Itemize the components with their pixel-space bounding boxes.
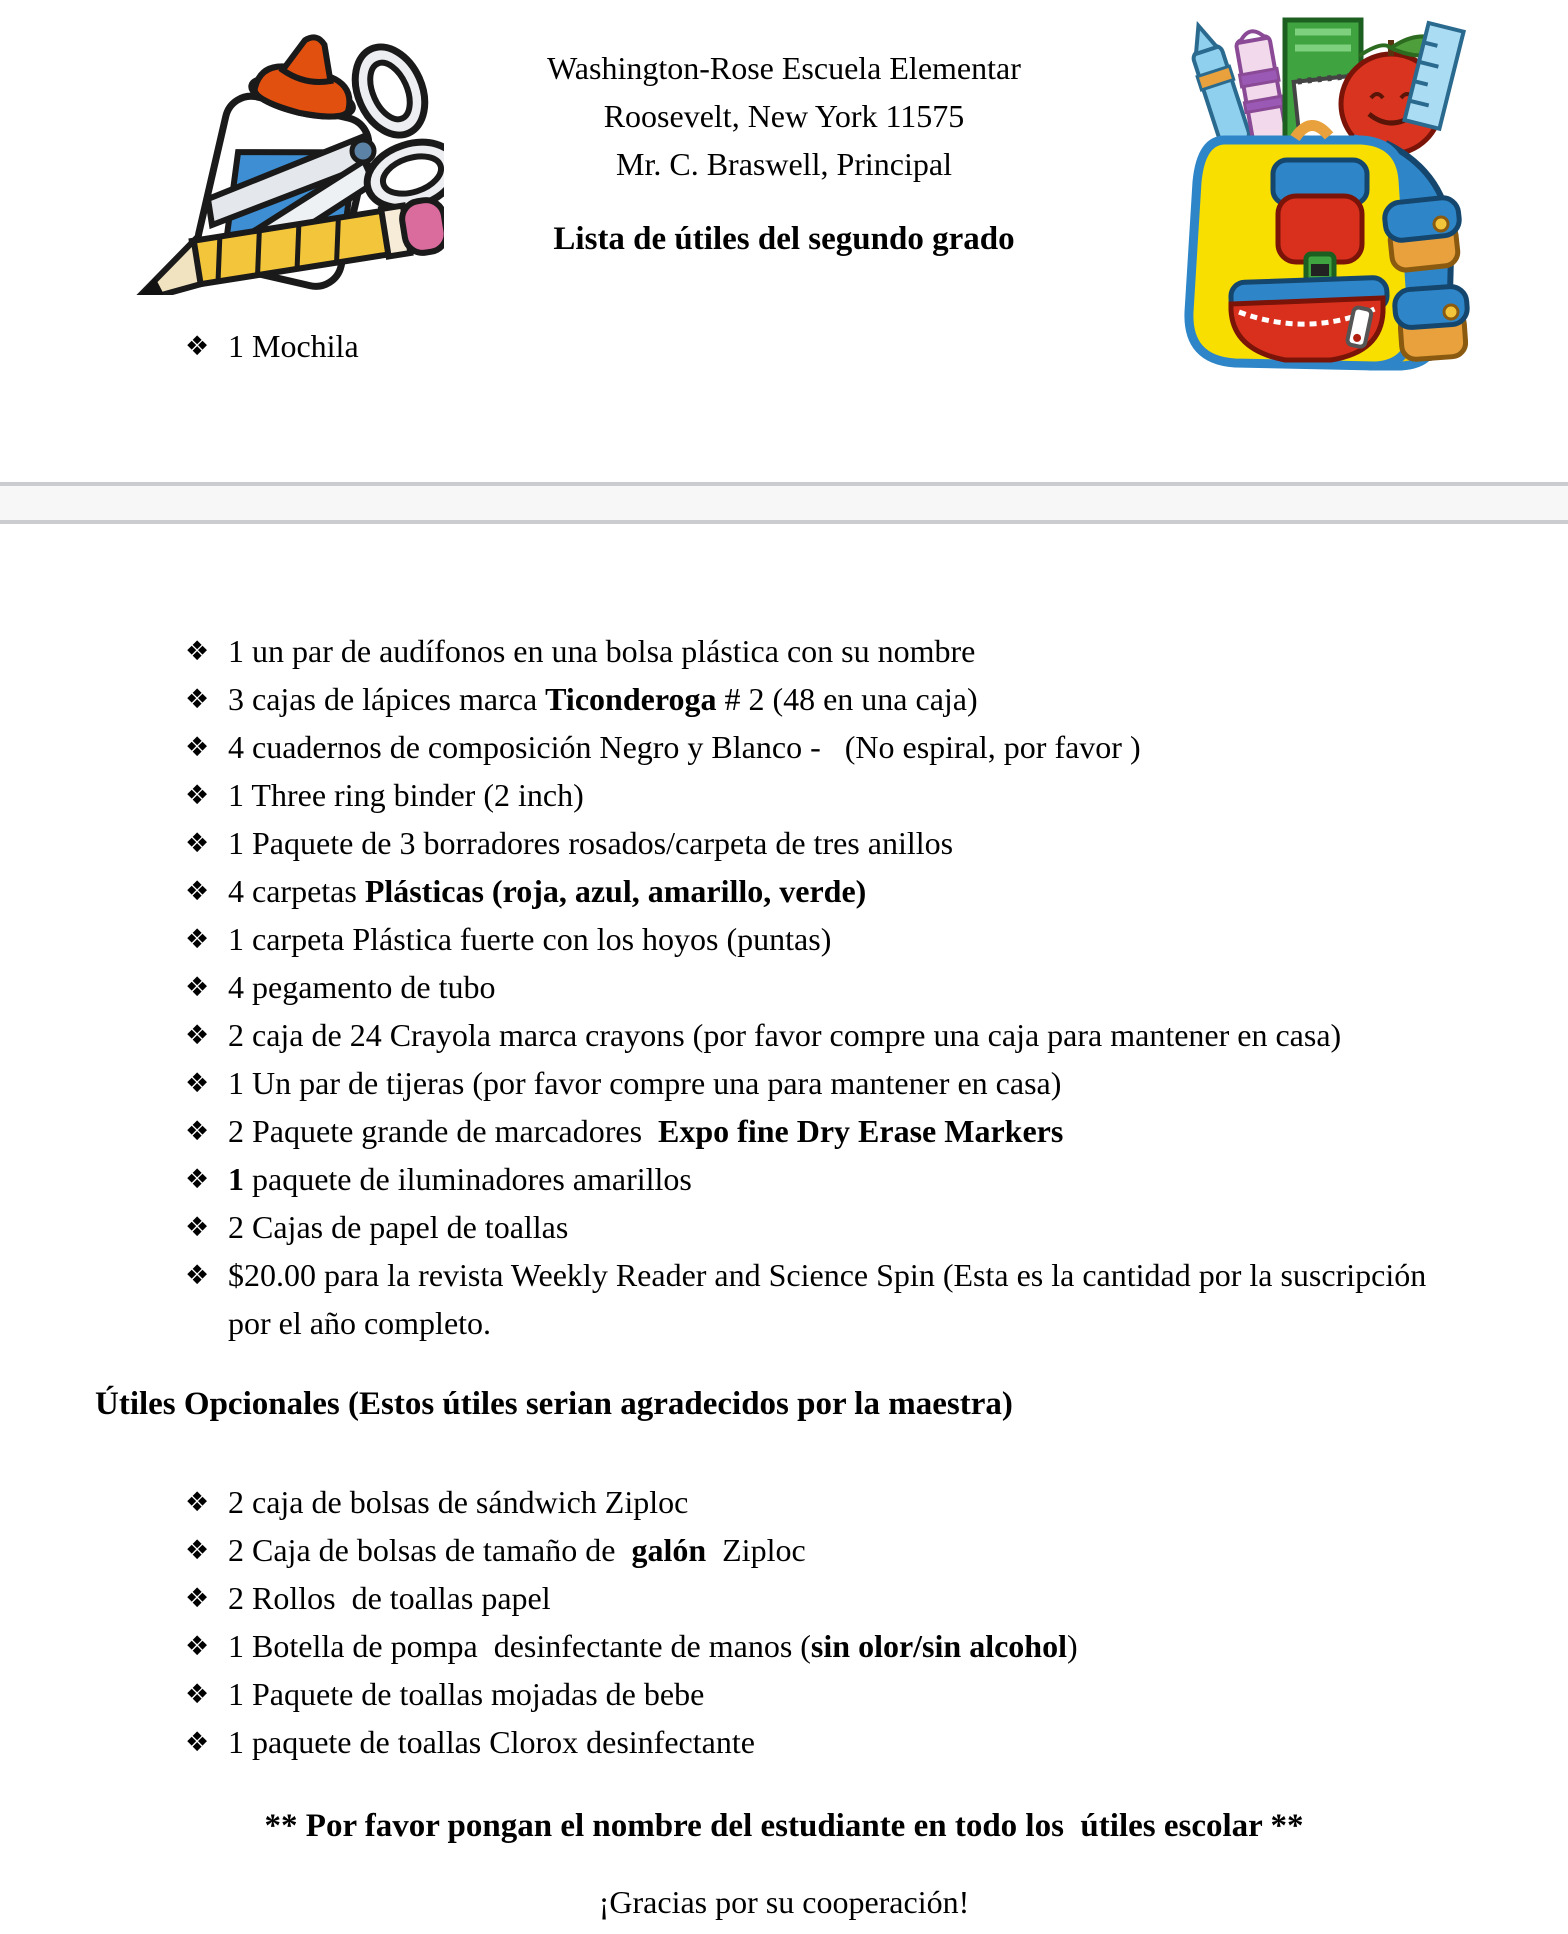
list-item-text: 1 Three ring binder (2 inch) bbox=[228, 777, 584, 813]
label-name-notice: ** Por favor pongan el nombre del estudiante en todo los útiles escolar ** bbox=[264, 1808, 1304, 1844]
diamond-bullet-icon: ❖ bbox=[185, 1535, 210, 1566]
list-item-text: 1 paquete de iluminadores amarillos bbox=[228, 1161, 692, 1197]
diamond-bullet-icon: ❖ bbox=[185, 1164, 210, 1195]
list-item-text: $20.00 para la revista Weekly Reader and Science Spin (Esta es la cantidad por la suscripción por el año completo. bbox=[228, 1257, 1435, 1341]
optional-supply-list bbox=[0, 1478, 1450, 1766]
list-item bbox=[0, 1718, 1450, 1766]
list-item bbox=[0, 963, 1450, 1011]
list-item bbox=[0, 1622, 1450, 1670]
diamond-bullet-icon: ❖ bbox=[185, 1583, 210, 1614]
diamond-bullet-icon: ❖ bbox=[185, 1631, 210, 1662]
page1-supply-list bbox=[0, 322, 900, 370]
list-item-text: 3 cajas de lápices marca Ticonderoga # 2 (48 en una caja) bbox=[228, 681, 978, 717]
list-item-text: 1 un par de audífonos en una bolsa plástica con su nombre bbox=[228, 633, 976, 669]
list-item-text: 1 carpeta Plástica fuerte con los hoyos (puntas) bbox=[228, 921, 832, 957]
list-item bbox=[0, 771, 1450, 819]
list-item-text: 4 pegamento de tubo bbox=[228, 969, 496, 1005]
diamond-bullet-icon: ❖ bbox=[185, 636, 210, 667]
list-item bbox=[0, 723, 1450, 771]
diamond-bullet-icon: ❖ bbox=[185, 1260, 210, 1291]
list-item-text: 2 Cajas de papel de toallas bbox=[228, 1209, 569, 1245]
list-item-text: 1 Paquete de toallas mojadas de bebe bbox=[228, 1676, 705, 1712]
diamond-bullet-icon: ❖ bbox=[185, 1068, 210, 1099]
thanks-line: ¡Gracias por su cooperación! bbox=[598, 1884, 970, 1920]
diamond-bullet-icon: ❖ bbox=[185, 684, 210, 715]
list-item-text: 1 Mochila bbox=[228, 328, 359, 364]
list-item bbox=[0, 867, 1450, 915]
list-item-text: 2 caja de bolsas de sándwich Ziploc bbox=[228, 1484, 689, 1520]
list-item-text: 2 Paquete grande de marcadores Expo fine Dry Erase Markers bbox=[228, 1113, 1064, 1149]
list-item bbox=[0, 322, 900, 370]
diamond-bullet-icon: ❖ bbox=[185, 924, 210, 955]
list-item-text: 1 Un par de tijeras (por favor compre una para mantener en casa) bbox=[228, 1065, 1062, 1101]
list-item bbox=[0, 1574, 1450, 1622]
list-item-text: 1 paquete de toallas Clorox desinfectante bbox=[228, 1724, 755, 1760]
required-supply-list bbox=[0, 627, 1450, 1347]
page-break-separator bbox=[0, 482, 1568, 524]
list-item bbox=[0, 1059, 1450, 1107]
diamond-bullet-icon: ❖ bbox=[185, 1727, 210, 1758]
list-item bbox=[0, 915, 1450, 963]
list-item-text: 1 Botella de pompa desinfectante de manos (sin olor/sin alcohol) bbox=[228, 1628, 1078, 1664]
list-item bbox=[0, 1670, 1450, 1718]
list-item-text: 2 Rollos de toallas papel bbox=[228, 1580, 551, 1616]
list-item bbox=[0, 1107, 1450, 1155]
list-item bbox=[0, 1155, 1450, 1203]
diamond-bullet-icon: ❖ bbox=[185, 828, 210, 859]
diamond-bullet-icon: ❖ bbox=[185, 732, 210, 763]
list-item bbox=[0, 1478, 1450, 1526]
list-item bbox=[0, 1203, 1450, 1251]
list-item bbox=[0, 819, 1450, 867]
list-item bbox=[0, 675, 1450, 723]
list-item-text: 4 cuadernos de composición Negro y Blanco - (No espiral, por favor ) bbox=[228, 729, 1141, 765]
diamond-bullet-icon: ❖ bbox=[185, 1487, 210, 1518]
principal-line: Mr. C. Braswell, Principal bbox=[616, 146, 952, 182]
diamond-bullet-icon: ❖ bbox=[185, 331, 210, 362]
school-address: Roosevelt, New York 11575 bbox=[603, 98, 965, 134]
list-item-text: 1 Paquete de 3 borradores rosados/carpeta de tres anillos bbox=[228, 825, 954, 861]
diamond-bullet-icon: ❖ bbox=[185, 876, 210, 907]
list-item bbox=[0, 627, 1450, 675]
diamond-bullet-icon: ❖ bbox=[185, 1020, 210, 1051]
school-name: Washington-Rose Escuela Elementar bbox=[547, 50, 1021, 86]
list-item-text: 2 caja de 24 Crayola marca crayons (por favor compre una caja para mantener en casa) bbox=[228, 1017, 1342, 1053]
list-item bbox=[0, 1251, 1450, 1347]
diamond-bullet-icon: ❖ bbox=[185, 1116, 210, 1147]
diamond-bullet-icon: ❖ bbox=[185, 780, 210, 811]
list-item bbox=[0, 1011, 1450, 1059]
document-header bbox=[0, 44, 1568, 263]
diamond-bullet-icon: ❖ bbox=[185, 1679, 210, 1710]
list-item-text: 2 Caja de bolsas de tamaño de galón Ziploc bbox=[228, 1532, 806, 1568]
optional-supplies-heading: Útiles Opcionales (Estos útiles serian agradecidos por la maestra) bbox=[95, 1386, 1013, 1422]
side-pouch-icon bbox=[1394, 286, 1468, 361]
diamond-bullet-icon: ❖ bbox=[185, 1212, 210, 1243]
diamond-bullet-icon: ❖ bbox=[185, 972, 210, 1003]
list-item bbox=[0, 1526, 1450, 1574]
page-title: Lista de útiles del segundo grado bbox=[553, 221, 1015, 257]
list-item-text: 4 carpetas Plásticas (roja, azul, amarillo, verde) bbox=[228, 873, 867, 909]
